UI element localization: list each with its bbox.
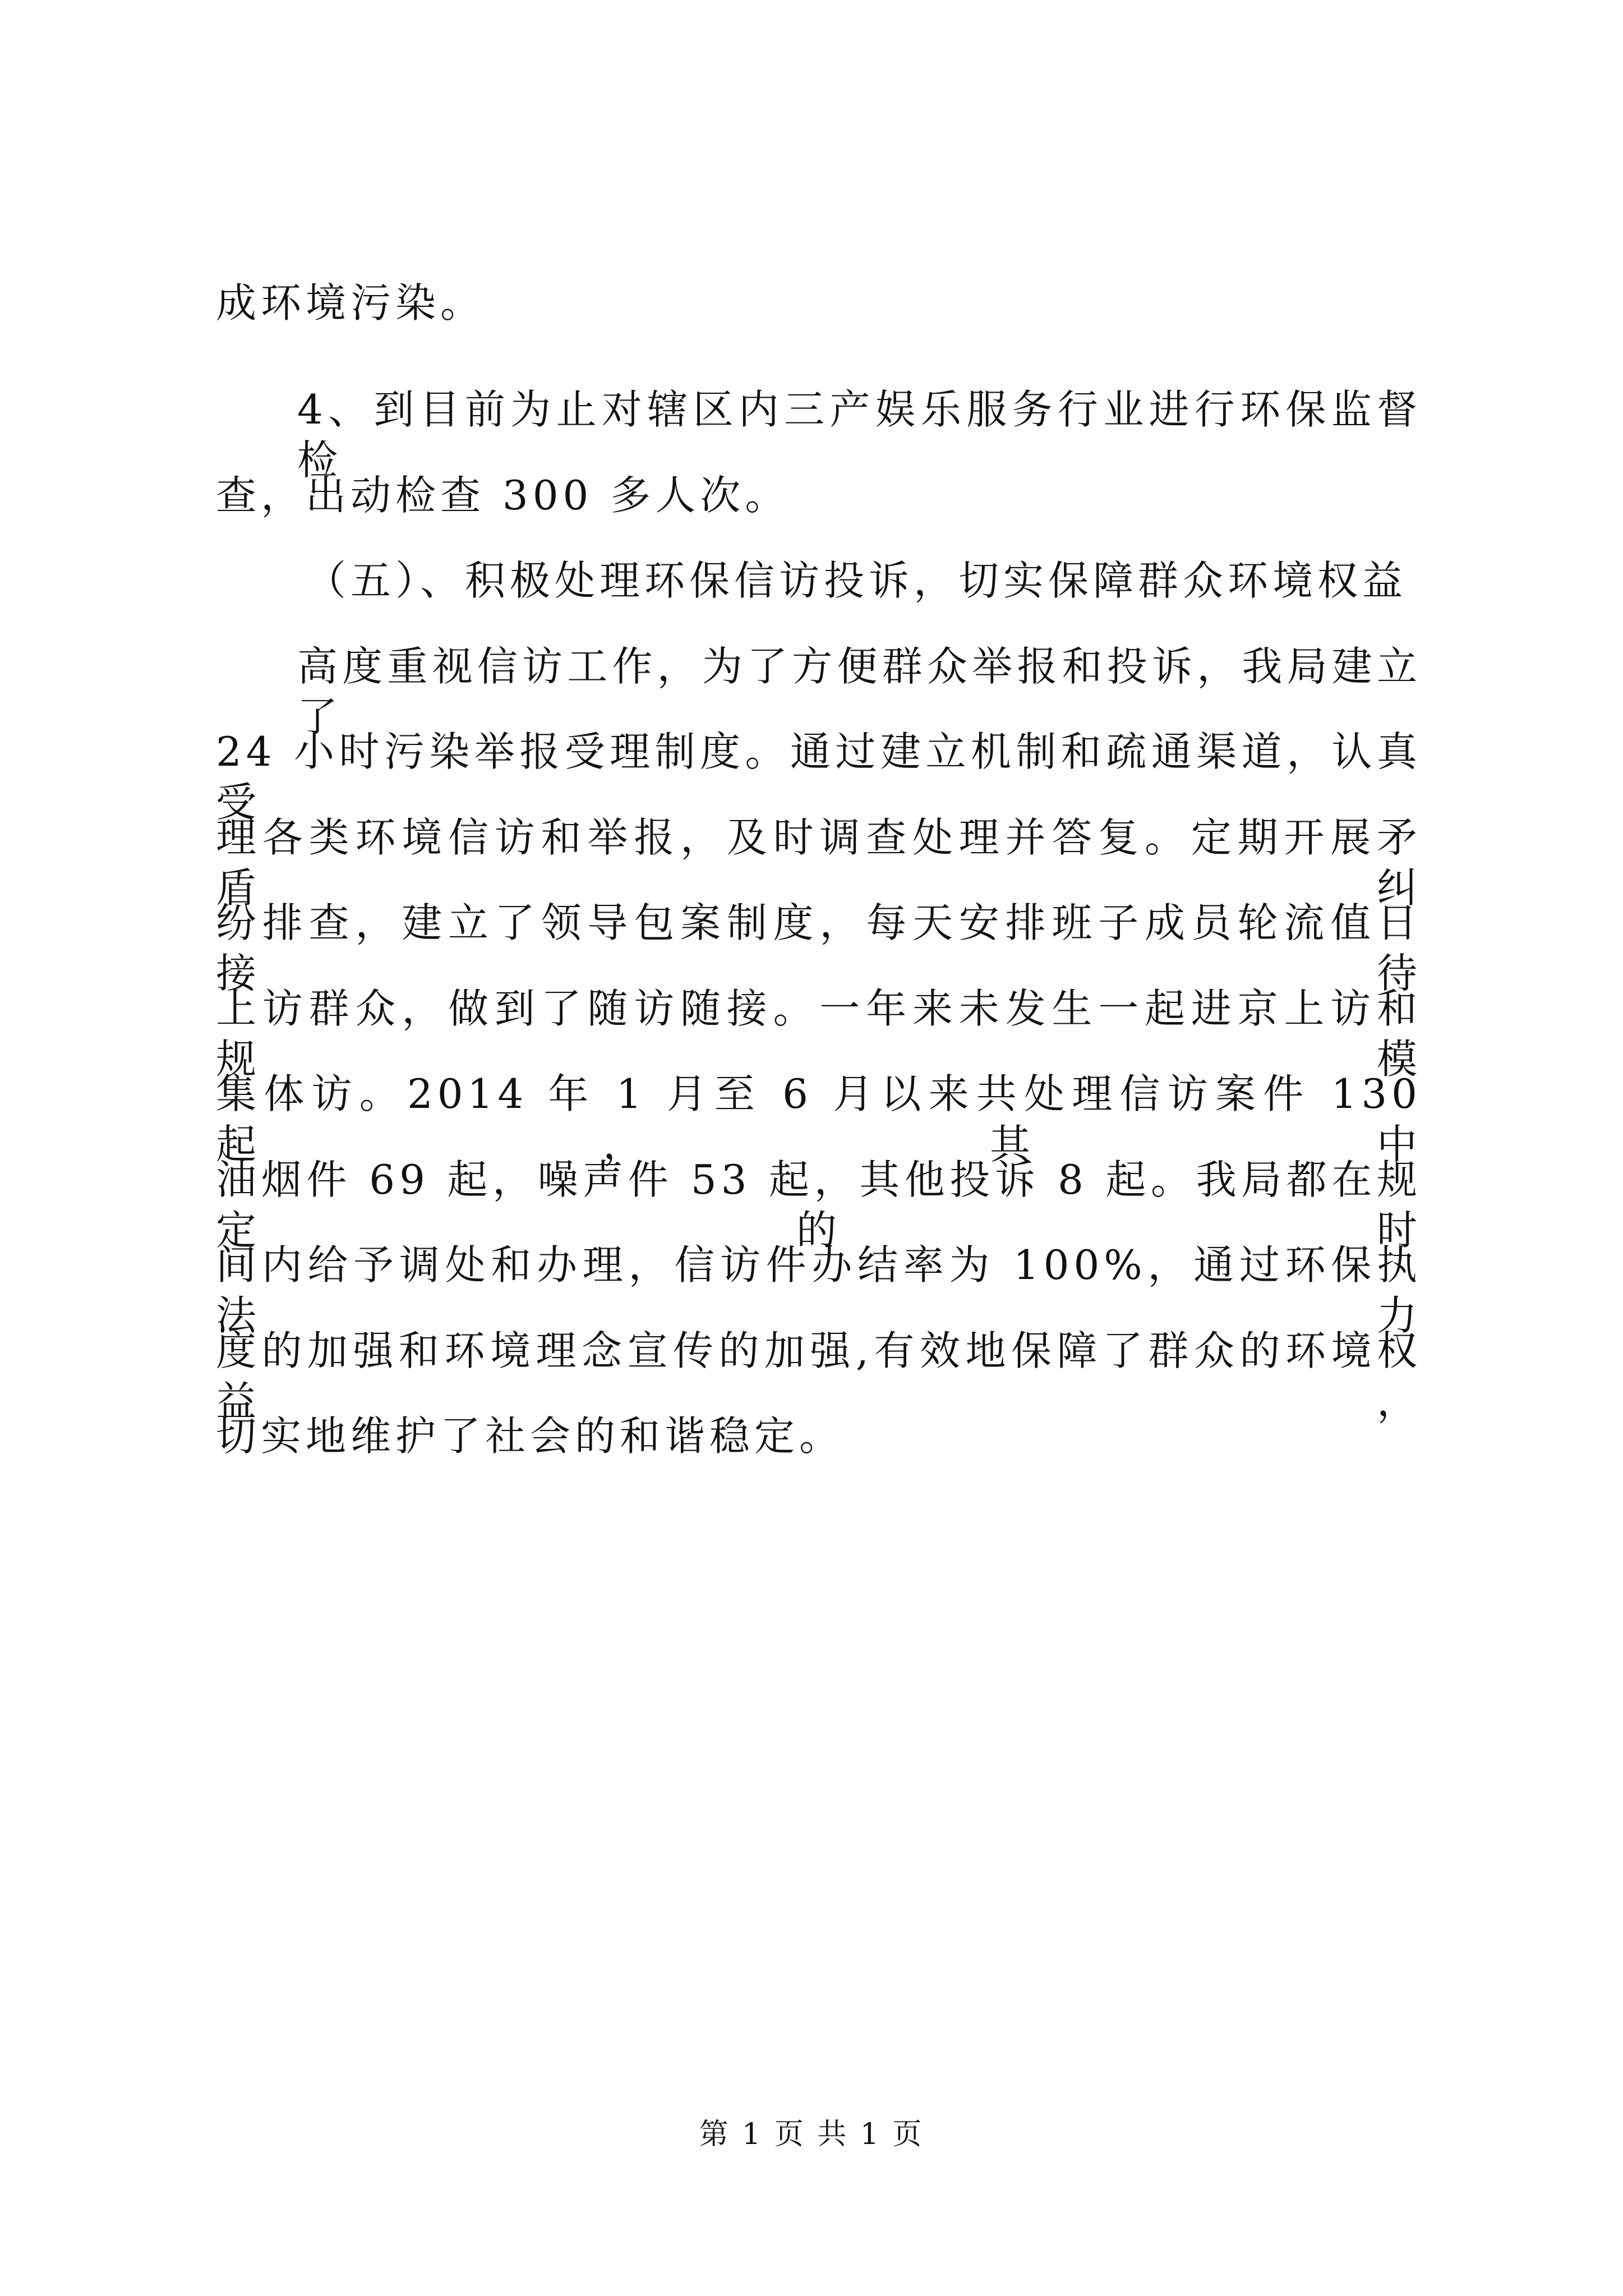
text-line-14: 切实地维护了社会的和谐稳定。 (216, 1412, 845, 1460)
text-line-2: 4、到目前为止对辖区内三产娱乐服务行业进行环保监督检 (297, 386, 1422, 484)
text-line-7: 理各类环境信访和举报，及时调查处理并答复。定期开展矛盾纠 (216, 814, 1422, 912)
page-number-footer: 第 1 页 共 1 页 (699, 2118, 924, 2151)
text-line-1: 成环境污染。 (216, 279, 486, 326)
text-line-10: 集体访。2014 年 1 月至 6 月以来共处理信访案件 130 起，其中 (216, 1070, 1422, 1168)
section-heading: （五）、积极处理环保信访投诉，切实保障群众环境权益 (306, 557, 1408, 604)
text-line-5: 高度重视信访工作，为了方便群众举报和投诉，我局建立了 (297, 643, 1422, 740)
text-line-8: 纷排查，建立了领导包案制度，每天安排班子成员轮流值日接待 (216, 899, 1422, 997)
text-line-9: 上访群众，做到了随访随接。一年来未发生一起进京上访和规模 (216, 985, 1422, 1083)
text-line-6: 24 小时污染举报受理制度。通过建立机制和疏通渠道，认真受 (216, 728, 1422, 826)
text-line-11: 油烟件 69 起，噪声件 53 起，其他投诉 8 起。我局都在规定的时 (216, 1156, 1422, 1254)
text-line-3: 查，出动检查 300 多人次。 (216, 472, 790, 519)
text-line-12: 间内给予调处和办理，信访件办结率为 100%，通过环保执法力 (216, 1241, 1422, 1339)
text-line-13: 度的加强和环境理念宣传的加强,有效地保障了群众的环境权益， (216, 1327, 1422, 1425)
